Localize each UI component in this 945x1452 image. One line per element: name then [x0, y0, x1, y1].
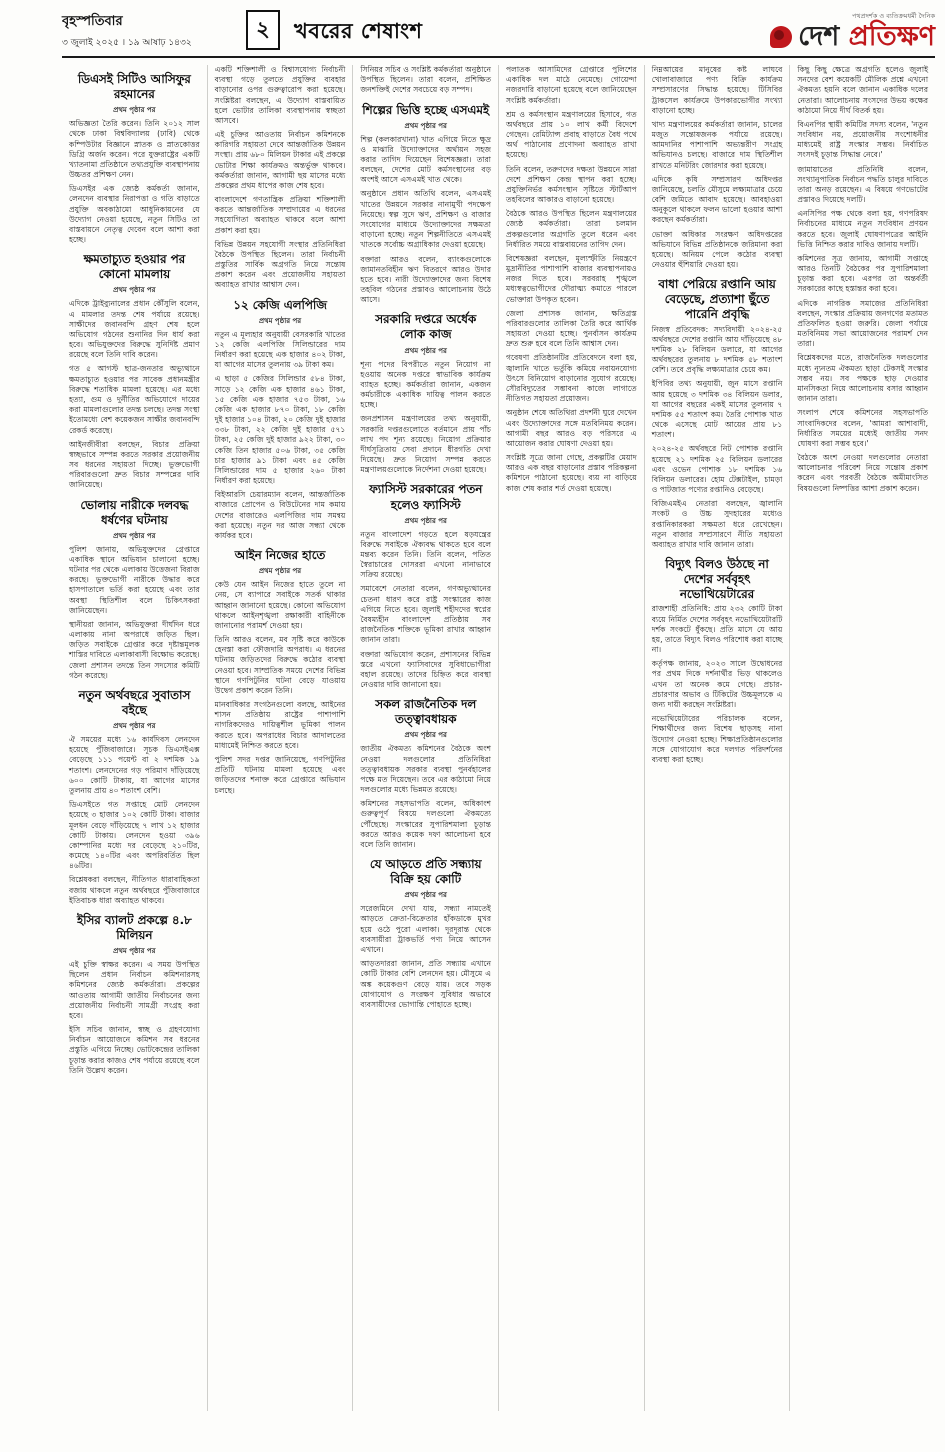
article: [360, 103, 491, 306]
article-paragraph: এই চুক্তি স্বাক্ষর করেন। এ সময় উপস্থিত ছিলেন প্রধান নির্বাচন কমিশনারসহ কমিশনের জ্যেষ্ঠ কর্মকর্তারা। প্রকল্পের আওতায় আগামী জাতীয় নির্বাচনের জন্য প্রয়োজনীয় নির্বাচনী সামগ্রী সংগ্রহ করা হবে।: [69, 960, 200, 1020]
article-paragraph: শূন্য পদের বিপরীতে নতুন নিয়োগ না হওয়ায় অনেক দপ্তরে স্বাভাবিক কার্যক্রম ব্যাহত হচ্ছে। কর্মকর্তারা জানান, একজন কর্মচারীকে একাধিক দায়িত্ব পালন করতে হচ্ছে।: [360, 359, 492, 410]
article-paragraph: নিম্নআয়ের মানুষের কষ্ট লাঘবে খোলাবাজারে পণ্য বিক্রি কার্যক্রম সম্প্রসারণের সিদ্ধান্ত হয়েছে। টিসিবির ট্রাকসেল কার্যক্রমে উপকারভোগীর সংখ্যা বাড়ানো হচ্ছে।: [651, 65, 783, 115]
article-paragraph: তিনি বলেন, তরুণদের দক্ষতা উন্নয়নে সারা দেশে প্রশিক্ষণ কেন্দ্র স্থাপন করা হচ্ছে। প্রযুক্তিনির্ভর কর্মসংস্থান সৃষ্টিতে স্টার্টআপ তহবিলের আকারও বাড়ানো হয়েছে।: [506, 164, 637, 205]
article-paragraph: এনসিপির পক্ষ থেকে বলা হয়, গণপরিষদ নির্বাচনের মাধ্যমে নতুন সংবিধান প্রণয়ন করতে হবে। জুলাই ঘোষণাপত্রের আইনি ভিত্তি নিশ্চিত করার দাবিও জানায় দলটি।: [797, 209, 929, 249]
article-paragraph: বাংলাদেশে গণতান্ত্রিক প্রক্রিয়া শক্তিশালী করতে আন্তর্জাতিক সম্প্রদায়ের এ ধরনের সহযোগিতা অব্যাহত থাকবে বলে আশা প্রকাশ করা হয়।: [214, 195, 346, 235]
article-paragraph: বিশ্লেষকদের মতে, রাজনৈতিক দলগুলোর মধ্যে ন্যূনতম ঐকমত্য ছাড়া টেকসই সংস্কার সম্ভব নয়। সব পক্ষকে ছাড় দেওয়ার মানসিকতা নিয়ে আলোচনায় বসার আহ্বান জানান তারা।: [797, 353, 929, 404]
article-paragraph: খাদ্য মন্ত্রণালয়ের কর্মকর্তারা জানান, চালের মজুত সন্তোষজনক পর্যায়ে রয়েছে। আমদানির পাশাপাশি অভ্যন্তরীণ সংগ্রহ অভিযানও চলছে। বাজারে দাম স্থিতিশীল রাখতে মনিটরিং জোরদার করা হয়েছে।: [651, 119, 783, 170]
continued-from-label: প্রথম পৃষ্ঠার পর: [404, 731, 447, 740]
article-headline: সকল রাজনৈতিক দল তত্ত্বাবধায়ক: [375, 697, 477, 727]
article-paragraph: বিইআরসি চেয়ারম্যান বলেন, আন্তর্জাতিক বাজারে প্রোপেন ও বিউটেনের দাম কমায় দেশের বাজারেও এলপিজির দাম সমন্বয় করা হয়েছে। নতুন দর আজ সন্ধ্যা থেকে কার্যকর হবে।: [214, 490, 346, 540]
article: [506, 65, 637, 494]
article-paragraph: সরেজমিনে দেখা যায়, সন্ধ্যা নামতেই আড়তে ক্রেতা-বিক্রেতার হাঁকডাকে মুখর হয়ে ওঠে পুরো এলাকা। দূরদূরান্ত থেকে ব্যবসায়ীরা ট্রাকভর্তি পণ্য নিয়ে আসেন এখানে।: [360, 904, 492, 954]
paper-name: দেশ প্রতিক্ষণ: [798, 21, 935, 52]
article: [797, 65, 928, 494]
article-paragraph: কেউ যেন আইন নিজের হাতে তুলে না নেয়, সে ব্যাপারে সবাইকে সতর্ক থাকার আহ্বান জানানো হয়েছে। কোনো অভিযোগ থাকলে আইনশৃঙ্খলা রক্ষাকারী বাহিনীকে জানানোর পরামর্শ দেওয়া হয়।: [214, 580, 346, 630]
page-number: ২: [256, 16, 270, 41]
column-1: [62, 65, 207, 1411]
article-paragraph: শিল্প (কলকারখানা) খাত এগিয়ে নিতে ক্ষুদ্র ও মাঝারি উদ্যোক্তাদের অর্থায়ন সহজ করার তাগিদ দিয়েছেন বিশেষজ্ঞরা। তারা বলছেন, দেশের মোট কর্মসংস্থানের বড় অংশই আসে এসএমই খাত থেকে।: [360, 134, 492, 185]
article-headline: ফ্যাসিস্ট সরকারের পতন হলেও ফ্যাসিস্ট: [369, 482, 483, 512]
article: [360, 857, 491, 1010]
article-paragraph: বৈঠকে অংশ নেওয়া দলগুলোর নেতারা আলোচনার পরিবেশ নিয়ে সন্তোষ প্রকাশ করেন এবং পরবর্তী বৈঠকে অমীমাংসিত বিষয়গুলো নিষ্পত্তির আশা প্রকাশ করেন।: [797, 453, 929, 493]
article-paragraph: শ্রম ও কর্মসংস্থান মন্ত্রণালয়ের হিসাবে, গত অর্থবছরে প্রায় ১০ লাখ কর্মী বিদেশে গেছেন। রেমিট্যান্স প্রবাহ বাড়াতে বৈধ পথে অর্থ পাঠানোয় প্রণোদনা অব্যাহত রাখা হয়েছে।: [506, 109, 637, 160]
article-paragraph: এ ছাড়া ৫ কেজির সিলিন্ডার ৫৮৪ টাকা, সাড়ে ১২ কেজি এক হাজার ৪৬১ টাকা, ১৫ কেজি এক হাজার ৭৫৩ টাকা, ১৬ কেজি এক হাজার ৮৭০ টাকা, ১৮ কেজি দুই হাজার ১০৪ টাকা, ২০ কেজি দুই হাজার ৩৩৮ টাকা, ২২ কেজি দুই হাজার ৫৭১ টাকা, ২৫ কেজি দুই হাজার ৯২২ টাকা, ৩০ কেজি তিন হাজার ৫০৬ টাকা, ৩৫ কেজি চার হাজার ৯১ টাকা এবং ৪৫ কেজি সিলিন্ডারের দাম ৫ হাজার ২৬০ টাকা নির্ধারণ করা হয়েছে।: [214, 374, 346, 486]
page-number-box: [246, 10, 280, 50]
article-paragraph: জামায়াতের প্রতিনিধি বলেন, সংখ্যানুপাতিক নির্বাচন পদ্ধতি চালুর দাবিতে তারা অনড় রয়েছেন। এ বিষয়ে গণভোটের প্রস্তাবও দিয়েছে দলটি।: [797, 164, 929, 205]
date-line: ৩ জুলাই ২০২৫ । ১৯ আষাঢ় ১৪৩২: [62, 38, 192, 48]
article-paragraph: এদিকে কৃষি সম্প্রসারণ অধিদপ্তর জানিয়েছে, চলতি মৌসুমে লক্ষ্যমাত্রার চেয়ে বেশি জমিতে আবাদ হয়েছে। আবহাওয়া অনুকূলে থাকলে ফলন ভালো হওয়ার আশা করছেন কর্মকর্তারা।: [651, 174, 783, 225]
section-title: খবরের শেষাংশ: [294, 19, 423, 43]
article-headline: ইসির ব্যালট প্রকল্পে ৪.৮ মিলিয়ন: [76, 912, 192, 942]
article: [360, 65, 491, 96]
continued-from-label: প্রথম পৃষ্ঠার পর: [404, 891, 447, 900]
article: [360, 482, 491, 690]
column-3: [352, 65, 498, 1411]
article-paragraph: এদিকে ট্রাইব্যুনালের প্রধান কৌঁসুলি বলেন, এ মামলার তদন্ত শেষ পর্যায়ে রয়েছে। সাক্ষীদের জবানবন্দি গ্রহণ শেষ হলে অভিযোগ গঠনের শুনানির দিন ধার্য করা হবে। অভিযুক্তদের বিরুদ্ধে সুনির্দিষ্ট প্রমাণ রয়েছে বলে তিনি দাবি করেন।: [69, 299, 200, 360]
article: [69, 252, 200, 490]
paper-nameplate: [770, 11, 935, 50]
article-paragraph: স্থানীয়রা জানান, অভিযুক্তরা দীর্ঘদিন ধরে এলাকায় নানা অপরাধে জড়িত ছিল। জড়িত সবাইকে গ্রেপ্তার করে দৃষ্টান্তমূলক শাস্তির দাবিতে এলাকাবাসী বিক্ষোভ করেছে। জেলা প্রশাসন তদন্তে তিন সদস্যের কমিটি গঠন করেছে।: [69, 619, 200, 680]
article: [652, 557, 783, 765]
article-paragraph: গত ৫ আগস্ট ছাত্র-জনতার অভ্যুত্থানে ক্ষমতাচ্যুত হওয়ার পর সাবেক প্রধানমন্ত্রীর বিরুদ্ধে শতাধিক মামলা হয়েছে। এর মধ্যে হত্যা, গুম ও দুর্নীতির অভিযোগে দায়ের করা মামলাগুলোর তদন্ত চলছে। তদন্ত সংস্থা ইতোমধ্যে বেশ কয়েকজন সাক্ষীর জবানবন্দি রেকর্ড করেছে।: [69, 364, 200, 435]
article-paragraph: অভিজ্ঞতা তৈরি করেন। তিনি ২০১২ সাল থেকে ঢাকা বিশ্ববিদ্যালয় (ঢাবি) থেকে কম্পিউটার বিজ্ঞানে স্নাতক ও স্নাতকোত্তর ডিগ্রি অর্জন করেন। পরে যুক্তরাষ্ট্রের একটি খ্যাতনামা প্রতিষ্ঠানে তথ্যপ্রযুক্তি ব্যবস্থাপনায় উচ্চতর প্রশিক্ষণ নেন।: [69, 119, 200, 180]
article-headline: শিল্পের ভিত্তি হচ্ছে এসএমই: [362, 102, 490, 117]
article-paragraph: বিজিএমইএ নেতারা বলছেন, জ্বালানি সংকট ও উচ্চ সুদহারের মধ্যেও রপ্তানিকারকরা সক্ষমতা ধরে রেখেছেন। নতুন বাজার সম্প্রসারণে নীতি সহায়তা অব্যাহত রাখার দাবি জানান তারা।: [651, 499, 783, 549]
article-paragraph: এই চুক্তির আওতায় নির্বাচন কমিশনকে কারিগরি সহায়তা দেবে আন্তর্জাতিক উন্নয়ন সংস্থা। প্রায় ৬৮০ মিলিয়ন টাকার এই প্রকল্পে ভোটার শিক্ষা কার্যক্রমও অন্তর্ভুক্ত থাকবে। কর্মকর্তারা জানান, আগামী ছয় মাসের মধ্যে প্রকল্পের প্রথম ধাপের কাজ শেষ হবে।: [214, 130, 346, 190]
masthead-left: [62, 12, 232, 50]
article-headline: বিদ্যুৎ বিলও উঠছে না দেশের সর্ববৃহৎ নভোথিয়েটারের: [665, 557, 769, 602]
article-paragraph: কিছু কিছু ক্ষেত্রে অগ্রগতি হলেও জুলাই সনদের বেশ কয়েকটি মৌলিক প্রশ্নে এখনো ঐকমত্য হয়নি বলে জানান একাধিক দলের নেতারা। আলোচনায় সংসদের উভয় কক্ষের কাঠামো নিয়ে দীর্ঘ বিতর্ক হয়।: [797, 65, 929, 115]
article: [360, 697, 491, 850]
article-paragraph: সমাবেশে নেতারা বলেন, গণঅভ্যুত্থানের চেতনা ধারণ করে রাষ্ট্র সংস্কারের কাজ এগিয়ে নিতে হবে। জুলাই শহীদদের স্বপ্নের বৈষম্যহীন বাংলাদেশ প্রতিষ্ঠায় সব রাজনৈতিক শক্তিকে ভূমিকা রাখার আহ্বান জানান তারা।: [360, 584, 492, 645]
article-paragraph: ইসি সচিব জানান, স্বচ্ছ ও গ্রহণযোগ্য নির্বাচন আয়োজনে কমিশন সব ধরনের প্রস্তুতি এগিয়ে নিচ্ছে। ভোটকেন্দ্রের তালিকা চূড়ান্ত করার কাজও শেষ পর্যায়ে রয়েছে বলে তিনি উল্লেখ করেন।: [69, 1025, 200, 1075]
column-2: [207, 65, 353, 1411]
article-paragraph: বক্তারা আরও বলেন, ব্যাংকগুলোকে জামানতবিহীন ঋণ বিতরণে আরও উদার হতে হবে। নারী উদ্যোক্তাদের জন্য বিশেষ তহবিল গঠনের প্রস্তাবও আলোচনায় উঠে আসে।: [360, 254, 492, 305]
article: [69, 72, 200, 245]
continued-from-label: প্রথম পৃষ্ঠার পর: [258, 567, 302, 576]
column-6: [789, 65, 935, 1411]
article-paragraph: জনপ্রশাসন মন্ত্রণালয়ের তথ্য অনুযায়ী, সরকারি দপ্তরগুলোতে বর্তমানে প্রায় পাঁচ লাখ পদ শূন্য রয়েছে। নিয়োগ প্রক্রিয়ার দীর্ঘসূত্রিতায় সেবা প্রদানে ধীরগতি দেখা দিয়েছে। দ্রুত নিয়োগ সম্পন্ন করতে মন্ত্রণালয়গুলোকে নির্দেশনা দেওয়া হয়েছে।: [360, 414, 492, 475]
article-paragraph: নতুন বাংলাদেশ গড়তে হলে ষড়যন্ত্রের বিরুদ্ধে সবাইকে ঐক্যবদ্ধ থাকতে হবে বলে মন্তব্য করেন তিনি। তিনি বলেন, পতিত স্বৈরাচারের দোসররা এখনো নানাভাবে সক্রিয় রয়েছে।: [360, 529, 492, 580]
column-5: [644, 65, 790, 1411]
article-headline: নতুন অর্থবছরে সুবাতাস বইছে: [78, 687, 191, 718]
article-paragraph: ঐ সময়ের মধ্যে ১৬ কার্যদিবস লেনদেন হয়েছে পুঁজিবাজারে। সূচক ডিএসইএক্স বেড়েছে ১১১ পয়েন্ট বা ২ দশমিক ১৯ শতাংশ। লেনদেনের গড় পরিমাণ দাঁড়িয়েছে ৬০০ কোটি টাকায়, যা আগের মাসের তুলনায় প্রায় ৪০ শতাংশ বেশি।: [69, 735, 200, 795]
article-paragraph: জাতীয় ঐকমত্য কমিশনের বৈঠকে অংশ নেওয়া দলগুলোর প্রতিনিধিরা তত্ত্বাবধায়ক সরকার ব্যবস্থা পুনর্বহালের পক্ষে মত দিয়েছেন। তবে এর কাঠামো নিয়ে দলগুলোর মধ্যে ভিন্নমত রয়েছে।: [360, 744, 492, 795]
article-paragraph: মানবাধিকার সংগঠনগুলো বলছে, আইনের শাসন প্রতিষ্ঠায় রাষ্ট্রের পাশাপাশি নাগরিকদেরও দায়িত্বশীল ভূমিকা পালন করতে হবে। অপরাধের বিচার আদালতের মাধ্যমেই নিশ্চিত করতে হবে।: [214, 700, 346, 750]
article-paragraph: বৈঠকে আরও উপস্থিত ছিলেন মন্ত্রণালয়ের জ্যেষ্ঠ কর্মকর্তারা। তারা চলমান প্রকল্পগুলোর অগ্রগতি তুলে ধরেন এবং নির্ধারিত সময়ে বাস্তবায়নের তাগিদ দেন।: [506, 209, 637, 249]
continued-from-label: প্রথম পৃষ্ঠার পর: [113, 531, 156, 540]
article-paragraph: আইনজীবীরা বলছেন, বিচার প্রক্রিয়া স্বচ্ছভাবে সম্পন্ন করতে সরকার প্রয়োজনীয় সব ধরনের সহায়তা দিচ্ছে। ভুক্তভোগী পরিবারগুলো দ্রুত বিচার সম্পন্নের দাবি জানিয়েছে।: [69, 439, 200, 490]
article-paragraph: সিনিয়র সচিব ও সংশ্লিষ্ট কর্মকর্তারা অনুষ্ঠানে উপস্থিত ছিলেন। তারা বলেন, প্রশিক্ষিত জনশক্তিই দেশের সবচেয়ে বড় সম্পদ।: [360, 65, 492, 95]
header-rule: [62, 56, 935, 58]
article-paragraph: নতুন এ মূল্যহার অনুযায়ী বেসরকারি খাতের ১২ কেজি এলপিজি সিলিন্ডারের দাম নির্ধারণ করা হয়েছে এক হাজার ৪০২ টাকা, যা আগের মাসের তুলনায় ৩৯ টাকা কম।: [214, 329, 346, 370]
article-paragraph: নিজস্ব প্রতিবেদক: সদ্যবিদায়ী ২০২৪-২৫ অর্থবছরে দেশের রপ্তানি আয় দাঁড়িয়েছে ৪৮ দশমিক ২৮ বিলিয়ন ডলারে, যা আগের অর্থবছরের তুলনায় ৮ দশমিক ৫৮ শতাংশ বেশি। তবে প্রবৃদ্ধি লক্ষ্যমাত্রার চেয়ে কম।: [651, 324, 783, 375]
continued-from-label: প্রথম পৃষ্ঠার পর: [258, 316, 302, 325]
day-label: বৃহস্পতিবার: [62, 14, 123, 29]
article-paragraph: একটি শক্তিশালী ও বিশ্বাসযোগ্য নির্বাচনী ব্যবস্থা গড়ে তুলতে প্রযুক্তির ব্যবহার বাড়ানোর ওপর গুরুত্বারোপ করা হয়েছে। সংশ্লিষ্টরা বলছেন, এ উদ্যোগ বাস্তবায়িত হলে ভোটার তালিকা ব্যবস্থাপনায় স্বচ্ছতা আসবে।: [214, 65, 346, 125]
article-paragraph: জেলা প্রশাসক জানান, ক্ষতিগ্রস্ত পরিবারগুলোর তালিকা তৈরি করে আর্থিক সহায়তা দেওয়া হচ্ছে। পুনর্বাসন কার্যক্রম দ্রুত শুরু হবে বলে তিনি আশ্বাস দেন।: [506, 308, 637, 349]
article-headline: ১২ কেজি এলপিজি: [233, 297, 327, 312]
article-paragraph: ভোক্তা অধিকার সংরক্ষণ অধিদপ্তরের অভিযানে বিভিন্ন প্রতিষ্ঠানকে জরিমানা করা হয়েছে। অনিয়ম পেলে কঠোর ব্যবস্থা নেওয়ার হুঁশিয়ারি দেওয়া হয়।: [651, 229, 783, 270]
article-paragraph: বিশেষজ্ঞরা বলছেন, মূল্যস্ফীতি নিয়ন্ত্রণে মুদ্রানীতির পাশাপাশি বাজার ব্যবস্থাপনায়ও নজর দিতে হবে। সরবরাহ শৃঙ্খলে মধ্যস্বত্বভোগীদের দৌরাত্ম্য কমাতে পারলে ভোক্তারা উপকৃত হবেন।: [506, 253, 637, 304]
article-paragraph: পলাতক আসামিদের গ্রেপ্তারে পুলিশের একাধিক দল মাঠে নেমেছে। গোয়েন্দা নজরদারি বাড়ানো হয়েছে বলে জানিয়েছেন সংশ্লিষ্ট কর্মকর্তারা।: [506, 65, 637, 105]
article-paragraph: ২০২৪-২৫ অর্থবছরে নিট পোশাক রপ্তানি হয়েছে ২১ দশমিক ২৫ বিলিয়ন ডলারের এবং ওভেন পোশাক ১৮ দশমিক ১৬ বিলিয়ন ডলারের। হোম টেক্সটাইল, চামড়া ও পাটজাত পণ্যের রপ্তানিও বেড়েছে।: [651, 444, 783, 495]
paper-tagline: পথপ্রদর্শক ও ব্যতিক্রমধর্মী দৈনিক: [852, 12, 935, 20]
article: [360, 312, 491, 475]
article-paragraph: বিএনপির স্থায়ী কমিটির সদস্য বলেন, 'নতুন সংবিধান নয়, প্রয়োজনীয় সংশোধনীর মাধ্যমেই রাষ্ট্র সংস্কার সম্ভব। নির্বাচিত সংসদই চূড়ান্ত সিদ্ধান্ত নেবে।': [797, 119, 929, 160]
article-paragraph: পুলিশ জানায়, অভিযুক্তদের গ্রেপ্তারে একাধিক স্থানে অভিযান চালানো হচ্ছে। ঘটনার পর থেকে এলাকায় উত্তেজনা বিরাজ করছে। ভুক্তভোগী নারীকে উদ্ধার করে হাসপাতালে ভর্তি করা হয়েছে এবং তার অবস্থা স্থিতিশীল বলে চিকিৎসকরা জানিয়েছেন।: [69, 544, 200, 615]
article-paragraph: অনুষ্ঠানে প্রধান অতিথি বলেন, এসএমই খাতের উন্নয়নে সরকার নানামুখী পদক্ষেপ নিয়েছে। স্বল্প সুদে ঋণ, প্রশিক্ষণ ও বাজার সংযোগের মাধ্যমে উদ্যোক্তাদের সক্ষমতা বাড়ানো হচ্ছে। নতুন শিল্পনীতিতে এসএমই খাতকে সর্বোচ্চ অগ্রাধিকার দেওয়া হয়েছে।: [360, 189, 492, 250]
article-paragraph: তিনি আরও বলেন, মব সৃষ্টি করে কাউকে হেনস্তা করা ফৌজদারি অপরাধ। এ ধরনের ঘটনায় জড়িতদের বিরুদ্ধে কঠোর ব্যবস্থা নেওয়া হবে। সাম্প্রতিক সময়ে দেশের বিভিন্ন স্থানে গণপিটুনির ঘটনা বেড়ে যাওয়ায় উদ্বেগ প্রকাশ করেন তিনি।: [214, 635, 346, 695]
article: [69, 688, 200, 906]
article: [652, 65, 783, 270]
article-paragraph: ডিএসইতে গত সপ্তাহে মোট লেনদেন হয়েছে ৩ হাজার ১০২ কোটি টাকা। বাজার মূলধন বেড়ে দাঁড়িয়েছে ৭ লাখ ১২ হাজার কোটি টাকায়। লেনদেন হওয়া ৩৯৬ কোম্পানির মধ্যে দর বেড়েছে ২১০টির, কমেছে ১৪০টির এবং অপরিবর্তিত ছিল ৪৬টির।: [69, 800, 200, 871]
article-headline: ডিএসই সিটিও আসিফুর রহমানের: [77, 72, 191, 102]
continued-from-label: প্রথম পৃষ্ঠার পর: [113, 722, 156, 731]
article-paragraph: সংশ্লিষ্ট সূত্রে জানা গেছে, প্রকল্পটির মেয়াদ আরও এক বছর বাড়ানোর প্রস্তাব পরিকল্পনা কমিশনে পাঠানো হয়েছে। ব্যয় না বাড়িয়ে কাজ শেষ করার শর্ত দেওয়া হয়েছে।: [506, 453, 637, 493]
article: [215, 298, 346, 542]
article-paragraph: গবেষণা প্রতিষ্ঠানটির প্রতিবেদনে বলা হয়, জ্বালানি খাতে ভর্তুকি কমিয়ে নবায়নযোগ্য উৎসে বিনিয়োগ বাড়ানোর সুযোগ রয়েছে। সৌরবিদ্যুতের সম্ভাবনা কাজে লাগাতে নীতিগত সহায়তা প্রয়োজন।: [506, 353, 637, 404]
article-paragraph: নভোথিয়েটারের পরিচালক বলেন, শিক্ষার্থীদের জন্য বিশেষ ছাড়সহ নানা উদ্যোগ নেওয়া হচ্ছে। শিক্ষাপ্রতিষ্ঠানগুলোর সঙ্গে যোগাযোগ করে দলগত পরিদর্শনের ব্যবস্থা করা হচ্ছে।: [651, 714, 783, 764]
paper-logo-icon: [770, 26, 792, 48]
continued-from-label: প্রথম পৃষ্ঠার পর: [404, 121, 447, 130]
continued-from-label: প্রথম পৃষ্ঠার পর: [113, 106, 156, 115]
article-paragraph: কমিশনের সূত্র জানায়, আগামী সপ্তাহে আরও তিনটি বৈঠকের পর সুপারিশমালা চূড়ান্ত করা হবে। এরপর তা অন্তর্বর্তী সরকারের কাছে হস্তান্তর করা হবে।: [797, 253, 929, 294]
article-headline: আইন নিজের হাতে: [234, 548, 326, 563]
continued-from-label: প্রথম পৃষ্ঠার পর: [404, 346, 447, 355]
column-4: [498, 65, 644, 1411]
masthead: [62, 10, 935, 56]
article-headline: বাধা পেরিয়ে রপ্তানি আয় বেড়েছে, প্রত্যাশা ছুঁতে পারেনি প্রবৃদ্ধি: [658, 277, 776, 322]
article-paragraph: সংলাপ শেষে কমিশনের সহসভাপতি সাংবাদিকদের বলেন, 'আমরা আশাবাদী, নির্ধারিত সময়ের মধ্যেই জাতীয় সনদ ঘোষণা করা সম্ভব হবে।': [797, 408, 929, 448]
article-paragraph: বক্তারা অভিযোগ করেন, প্রশাসনের বিভিন্ন স্তরে এখনো ফ্যাসিবাদের সুবিধাভোগীরা বহাল রয়েছে। তাদের চিহ্নিত করে ব্যবস্থা নেওয়ার দাবি জানানো হয়।: [360, 649, 492, 690]
article-paragraph: পুলিশ সদর দপ্তর জানিয়েছে, গণপিটুনির প্রতিটি ঘটনায় মামলা হয়েছে এবং জড়িতদের শনাক্ত করে গ্রেপ্তারে অভিযান চলছে।: [214, 754, 346, 795]
article-paragraph: কর্তৃপক্ষ জানায়, ২০২৩ সালে উদ্বোধনের পর প্রথম দিকে দর্শনার্থীর ভিড় থাকলেও এখন তা অনেক কমে গেছে। প্রচার-প্রচারণার অভাব ও টিকিটের উচ্চমূল্যকে এ জন্য দায়ী করছেন সংশ্লিষ্টরা।: [651, 659, 783, 709]
article: [215, 548, 346, 796]
article-paragraph: বিশ্লেষকরা বলছেন, নীতিগত ধারাবাহিকতা বজায় থাকলে নতুন অর্থবছরে পুঁজিবাজারে ইতিবাচক ধারা অব্যাহত থাকবে।: [69, 875, 200, 905]
article-paragraph: ইপিবির তথ্য অনুযায়ী, জুন মাসে রপ্তানি আয় হয়েছে ৩ দশমিক ৩৪ বিলিয়ন ডলার, যা আগের বছরের একই মাসের তুলনায় ৭ দশমিক ৫৫ শতাংশ কম। তৈরি পোশাক খাত থেকে এসেছে মোট আয়ের প্রায় ৮১ শতাংশ।: [651, 379, 783, 440]
columns: [62, 65, 935, 1411]
article-paragraph: আড়তদাররা জানান, প্রতি সন্ধ্যায় এখানে কোটি টাকার বেশি লেনদেন হয়। মৌসুমে এ অঙ্ক কয়েকগুণ বেড়ে যায়। তবে সড়ক যোগাযোগ ও সংরক্ষণ সুবিধার অভাবে ব্যবসায়ীদের ভোগান্তি পোহাতে হচ্ছে।: [360, 959, 492, 1009]
article: [215, 65, 346, 291]
article-headline: ভোলায় নারীকে দলবদ্ধ ধর্ষণের ঘটনায়: [80, 497, 189, 527]
article-paragraph: কমিশনের সহসভাপতি বলেন, অধিকাংশ গুরুত্বপূর্ণ বিষয়ে দলগুলো ঐকমত্যে পৌঁছেছে। সংস্কারের সুপারিশমালা চূড়ান্ত করতে আরও কয়েক দফা আলোচনা হবে বলে তিনি জানান।: [360, 799, 492, 849]
article-paragraph: বিভিন্ন উন্নয়ন সহযোগী সংস্থার প্রতিনিধিরা বৈঠকে উপস্থিত ছিলেন। তারা নির্বাচনী প্রস্তুতির সার্বিক অগ্রগতি নিয়ে সন্তোষ প্রকাশ করেন এবং প্রয়োজনীয় সহায়তা অব্যাহত রাখার আশ্বাস দেন।: [214, 239, 346, 290]
article: [69, 913, 200, 1076]
article-paragraph: রাজশাহী প্রতিনিধি: প্রায় ২৩২ কোটি টাকা ব্যয়ে নির্মিত দেশের সর্ববৃহৎ নভোথিয়েটারটি দর্শক সংকটে ধুঁকছে। প্রতি মাসে যে আয় হয়, তাতে বিদ্যুৎ বিলও পরিশোধ করা যাচ্ছে না।: [651, 604, 783, 655]
continued-from-label: প্রথম পৃষ্ঠার পর: [113, 286, 156, 295]
article-headline: সরকারি দপ্তরে অর্ধেক লোক কাজ: [375, 312, 477, 342]
article-paragraph: ডিএসইর এক জ্যেষ্ঠ কর্মকর্তা জানান, লেনদেন ব্যবস্থার নিরাপত্তা ও গতি বাড়াতে প্রযুক্তি অবকাঠামো আধুনিকায়নের যে উদ্যোগ নেওয়া হয়েছে, নতুন সিটিও তা বাস্তবায়নে নেতৃত্ব দেবেন বলে আশা করা হচ্ছে।: [69, 184, 200, 245]
continued-from-label: প্রথম পৃষ্ঠার পর: [404, 516, 447, 525]
article-paragraph: অনুষ্ঠান শেষে অতিথিরা প্রদর্শনী ঘুরে দেখেন এবং উদ্যোক্তাদের সঙ্গে মতবিনিময় করেন। আগামী বছর আরও বড় পরিসরে এ আয়োজন করার ঘোষণা দেওয়া হয়।: [506, 408, 637, 448]
continued-from-label: প্রথম পৃষ্ঠার পর: [113, 947, 156, 956]
article-headline: ক্ষমতাচ্যুত হওয়ার পর কোনো মামলায়: [83, 252, 186, 282]
article-paragraph: এদিকে নাগরিক সমাজের প্রতিনিধিরা বলছেন, সংস্কার প্রক্রিয়ায় জনগণের মতামত প্রতিফলিত হওয়া জরুরি। জেলা পর্যায়ে মতবিনিময় সভা আয়োজনের পরামর্শ দেন তারা।: [797, 298, 929, 349]
article: [652, 277, 783, 550]
article-headline: যে আড়তে প্রতি সন্ধ্যায় বিক্রি হয় কোটি: [369, 857, 482, 887]
article: [69, 498, 200, 681]
